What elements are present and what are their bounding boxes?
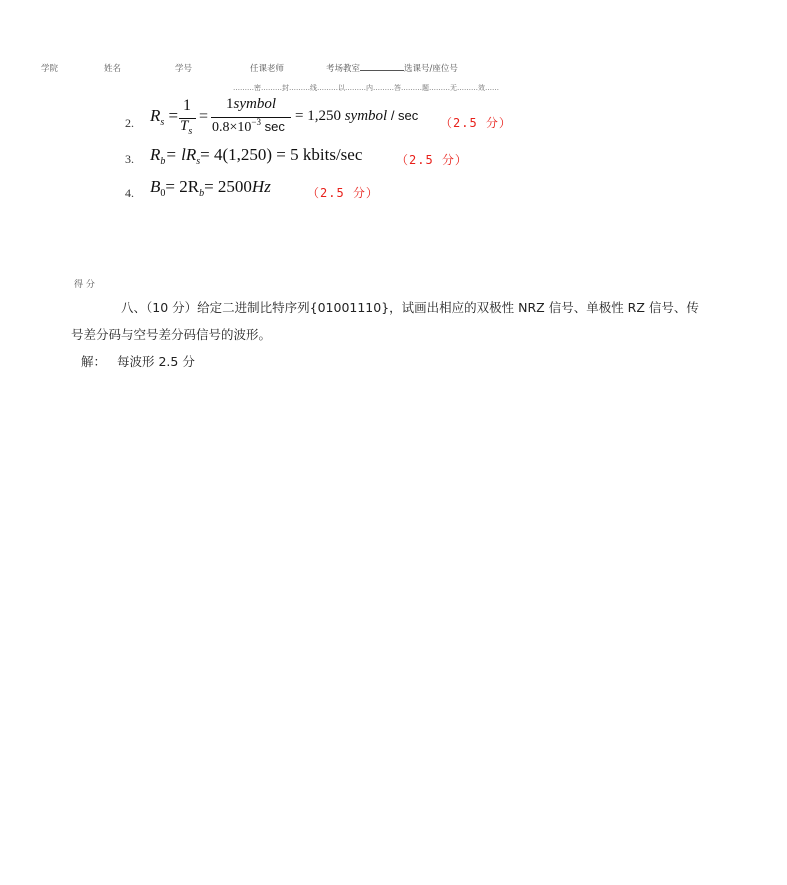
result: = 1,250 symbol / sec — [295, 108, 419, 124]
score-label: 得 分 — [74, 280, 95, 290]
solution-number: 2. — [125, 116, 134, 130]
frac1-numerator: 1 — [183, 97, 191, 114]
college-label: 学院 — [41, 64, 59, 74]
frac2-denominator: $0.8\times 10^{-3}$ sec — [212, 117, 285, 135]
solution-number: 4. — [125, 186, 134, 200]
score-annotation: （2.5 分） — [396, 153, 468, 167]
answer-label: 解： — [81, 354, 107, 369]
student-id-label: 学号 — [175, 64, 193, 74]
rb-equation: $R_b= lR_s= 4(1,250) = 5$ kbits/sec — [150, 145, 363, 167]
seal-line: ………密………封………线………以………内………答………题………无………效…… — [233, 84, 499, 92]
teacher-label: 任课老师 — [250, 64, 285, 74]
answer-text: 每波形 2.5 分 — [117, 354, 195, 369]
course-seat-label: 选课号/座位号 — [404, 64, 458, 74]
rs-symbol: $R_s$ = — [150, 106, 179, 128]
question-line-1: 八、（10 分）给定二进制比特序列{01001110}，试画出相应的双极性 NRZ 信号、单极性 RZ 信号、传 — [121, 300, 699, 315]
solution-number: 3. — [125, 152, 134, 166]
score-annotation: （2.5 分） — [440, 116, 512, 130]
exam-room-label: 考场教室 — [326, 64, 361, 74]
exam-room-blank — [360, 62, 404, 71]
frac1-denominator: $T_s$ — [180, 118, 193, 137]
b0-equation: $B_0= 2R_b= 2500Hz$ — [150, 177, 271, 199]
name-label: 姓名 — [104, 64, 122, 74]
score-annotation: （2.5 分） — [307, 186, 379, 200]
exam-room-field — [326, 62, 458, 74]
equals-sign: = — [199, 108, 209, 125]
question-line-2: 号差分码与空号差分码信号的波形。 — [71, 327, 272, 342]
frac2-numerator: 1symbol — [226, 96, 276, 112]
